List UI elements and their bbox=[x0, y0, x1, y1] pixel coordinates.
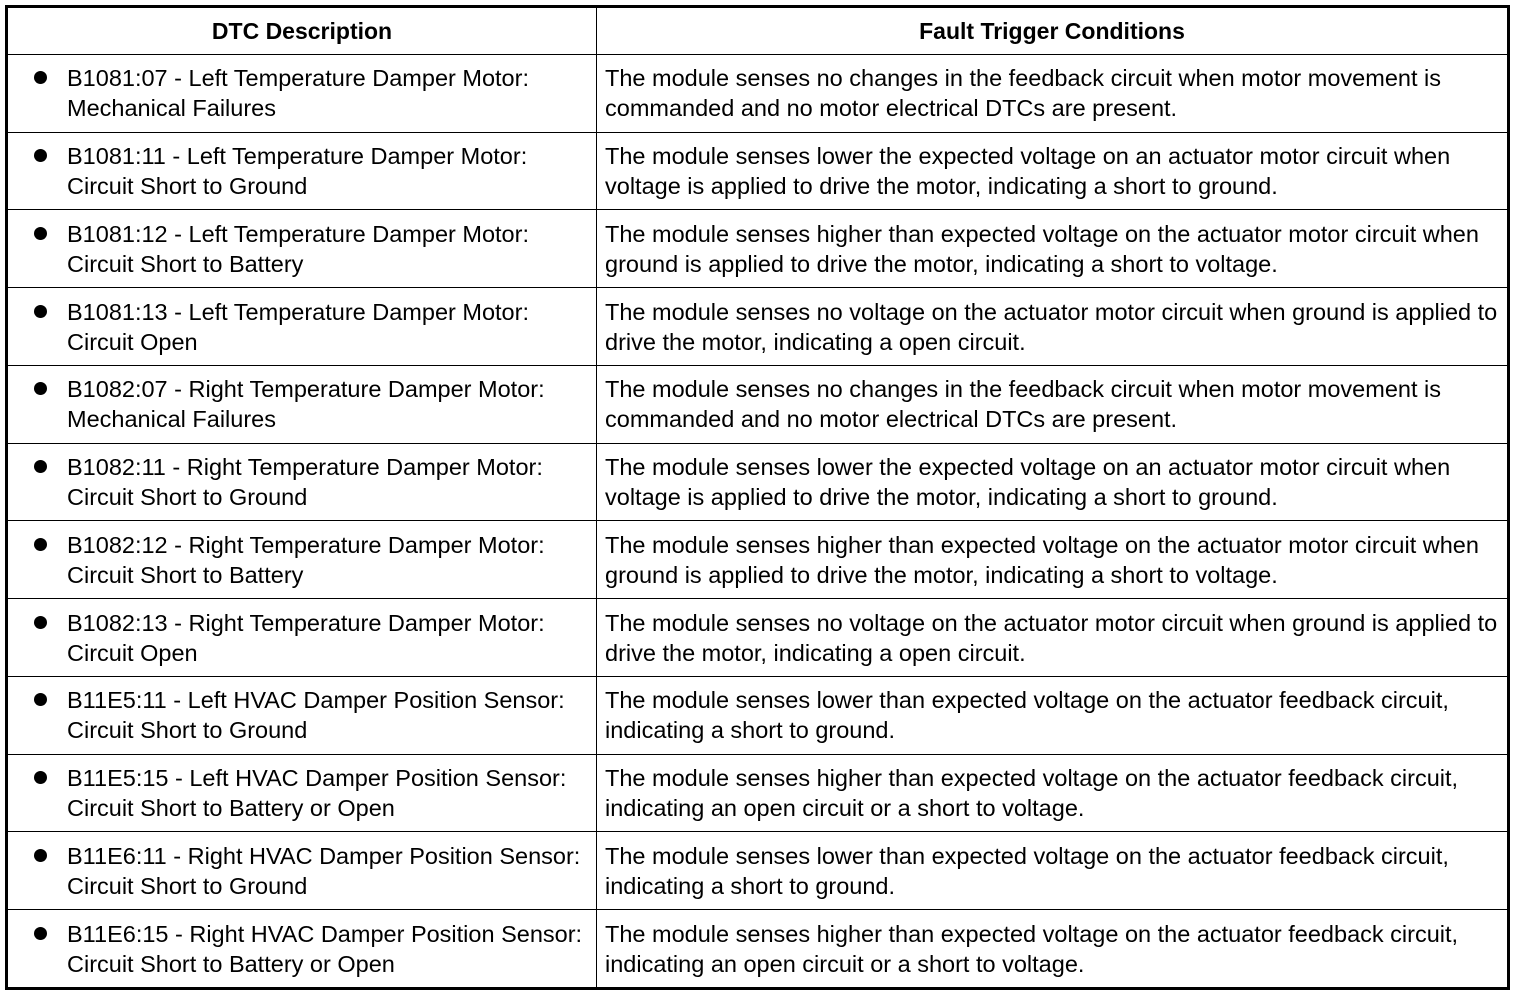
dtc-description-cell bbox=[7, 132, 597, 210]
dtc-description: B1082:13 - Right Temperature Damper Motor: Circuit Open bbox=[67, 609, 545, 666]
header-row bbox=[7, 7, 1509, 55]
dtc-description-cell bbox=[7, 288, 597, 366]
fault-condition-cell: The module senses no changes in the feedback circuit when motor movement is commanded and no motor electrical DTCs are present. bbox=[597, 55, 1509, 133]
table-row bbox=[7, 443, 1509, 521]
dtc-description-cell bbox=[7, 210, 597, 288]
table-row bbox=[7, 55, 1509, 133]
fault-condition-cell: The module senses lower than expected voltage on the actuator feedback circuit, indicating a short to ground. bbox=[597, 676, 1509, 754]
table-row bbox=[7, 676, 1509, 754]
dtc-description: B11E5:15 - Left HVAC Damper Position Sensor: Circuit Short to Battery or Open bbox=[67, 764, 567, 821]
fault-condition-cell: The module senses lower than expected voltage on the actuator feedback circuit, indicating a short to ground. bbox=[597, 832, 1509, 910]
table-row bbox=[7, 832, 1509, 910]
bullet-icon bbox=[34, 149, 47, 162]
dtc-description: B1081:11 - Left Temperature Damper Motor: Circuit Short to Ground bbox=[67, 143, 528, 200]
table-row bbox=[7, 365, 1509, 443]
dtc-description-cell bbox=[7, 754, 597, 832]
dtc-description: B1082:12 - Right Temperature Damper Motor: Circuit Short to Battery bbox=[67, 531, 545, 588]
bullet-icon bbox=[34, 305, 47, 318]
bullet-icon bbox=[34, 71, 47, 84]
bullet-icon bbox=[34, 227, 47, 240]
dtc-description: B11E6:15 - Right HVAC Damper Position Sensor: Circuit Short to Battery or Open bbox=[67, 920, 583, 977]
fault-condition-cell: The module senses no voltage on the actuator motor circuit when ground is applied to drive the motor, indicating a open circuit. bbox=[597, 288, 1509, 366]
dtc-description-cell bbox=[7, 910, 597, 989]
table-row bbox=[7, 599, 1509, 677]
dtc-description: B1082:11 - Right Temperature Damper Motor: Circuit Short to Ground bbox=[67, 454, 543, 511]
table-row bbox=[7, 288, 1509, 366]
fault-condition-cell: The module senses higher than expected voltage on the actuator motor circuit when ground is applied to drive the motor, indicating a short to voltage. bbox=[597, 521, 1509, 599]
fault-condition-cell: The module senses higher than expected voltage on the actuator feedback circuit, indicating an open circuit or a short to voltage. bbox=[597, 754, 1509, 832]
table-row bbox=[7, 754, 1509, 832]
bullet-icon bbox=[34, 693, 47, 706]
dtc-description-cell bbox=[7, 443, 597, 521]
header-dtc-description: DTC Description bbox=[7, 7, 597, 55]
fault-condition-cell: The module senses lower the expected voltage on an actuator motor circuit when voltage is applied to drive the motor, indicating a short to ground. bbox=[597, 132, 1509, 210]
bullet-icon bbox=[34, 616, 47, 629]
table-row bbox=[7, 521, 1509, 599]
fault-condition-cell: The module senses higher than expected voltage on the actuator feedback circuit, indicating an open circuit or a short to voltage. bbox=[597, 910, 1509, 989]
bullet-icon bbox=[34, 771, 47, 784]
dtc-description: B11E6:11 - Right HVAC Damper Position Sensor: Circuit Short to Ground bbox=[67, 842, 581, 899]
bullet-icon bbox=[34, 849, 47, 862]
fault-condition-cell: The module senses lower the expected voltage on an actuator motor circuit when voltage is applied to drive the motor, indicating a short to ground. bbox=[597, 443, 1509, 521]
table-row bbox=[7, 210, 1509, 288]
bullet-icon bbox=[34, 538, 47, 551]
dtc-description: B1082:07 - Right Temperature Damper Motor: Mechanical Failures bbox=[67, 376, 545, 433]
dtc-description-cell bbox=[7, 55, 597, 133]
dtc-description: B1081:07 - Left Temperature Damper Motor: Mechanical Failures bbox=[67, 65, 529, 122]
bullet-icon bbox=[34, 460, 47, 473]
dtc-description-cell bbox=[7, 521, 597, 599]
dtc-description-cell bbox=[7, 365, 597, 443]
bullet-icon bbox=[34, 382, 47, 395]
fault-condition-cell: The module senses no changes in the feedback circuit when motor movement is commanded and no motor electrical DTCs are present. bbox=[597, 365, 1509, 443]
dtc-table bbox=[5, 5, 1510, 990]
header-fault-trigger-conditions: Fault Trigger Conditions bbox=[597, 7, 1509, 55]
bullet-icon bbox=[34, 927, 47, 940]
dtc-description: B11E5:11 - Left HVAC Damper Position Sensor: Circuit Short to Ground bbox=[67, 687, 565, 744]
dtc-description: B1081:13 - Left Temperature Damper Motor: Circuit Open bbox=[67, 298, 529, 355]
dtc-description-cell bbox=[7, 599, 597, 677]
fault-condition-cell: The module senses no voltage on the actuator motor circuit when ground is applied to drive the motor, indicating a open circuit. bbox=[597, 599, 1509, 677]
dtc-description-cell bbox=[7, 676, 597, 754]
fault-condition-cell: The module senses higher than expected voltage on the actuator motor circuit when ground is applied to drive the motor, indicating a short to voltage. bbox=[597, 210, 1509, 288]
table-row bbox=[7, 132, 1509, 210]
dtc-description: B1081:12 - Left Temperature Damper Motor: Circuit Short to Battery bbox=[67, 220, 529, 277]
table-row bbox=[7, 910, 1509, 989]
dtc-description-cell bbox=[7, 832, 597, 910]
